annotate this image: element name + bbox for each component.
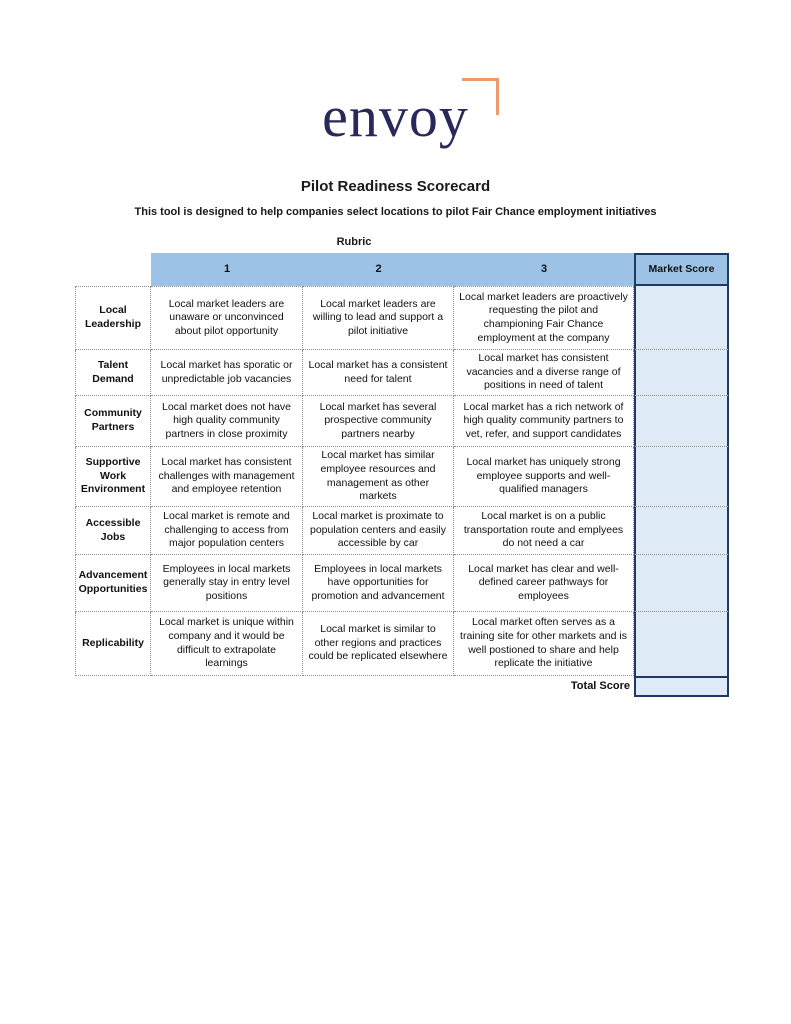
rubric-cell: Local market has clear and well-defined career pathways for employees <box>454 555 634 612</box>
rubric-cell: Local market is on a public transportation route and emplyees do not need a car <box>454 507 634 555</box>
rubric-cell: Local market has several prospective community partners nearby <box>303 396 454 447</box>
market-score-cell[interactable] <box>634 612 729 676</box>
logo-corner-bracket-icon <box>462 78 499 115</box>
market-score-cell[interactable] <box>634 555 729 612</box>
rubric-cell: Local market has sporatic or unpredictable job vacancies <box>151 350 303 396</box>
rubric-cell: Local market has similar employee resources and management as other markets <box>303 447 454 507</box>
rubric-cell: Local market often serves as a training site for other markets and is well postioned to share and help replicate the initiative <box>454 612 634 676</box>
rubric-cell: Local market does not have high quality community partners in close proximity <box>151 396 303 447</box>
market-score-cell[interactable] <box>634 507 729 555</box>
rubric-cell: Local market is similar to other regions and practices could be replicated elsewhere <box>303 612 454 676</box>
rubric-cell: Employees in local markets generally stay in entry level positions <box>151 555 303 612</box>
criteria-community-partners: Community Partners <box>75 396 151 447</box>
rubric-cell: Local market is remote and challenging to access from major population centers <box>151 507 303 555</box>
criteria-advancement-opportunities: Advancement Opportunities <box>75 555 151 612</box>
page-title: Pilot Readiness Scorecard <box>300 178 491 195</box>
rubric-cell: Local market leaders are willing to lead and support a pilot initiative <box>303 286 454 350</box>
column-header-2: 2 <box>303 253 454 286</box>
market-score-header: Market Score <box>634 253 729 286</box>
rubric-cell: Local market leaders are unaware or unconvinced about pilot opportunity <box>151 286 303 350</box>
rubric-cell: Local market has consistent vacancies and a diverse range of positions in need of talent <box>454 350 634 396</box>
envoy-logo-inner <box>322 84 469 149</box>
scorecard-table <box>75 253 729 697</box>
rubric-cell: Local market leaders are proactively requesting the pilot and championing Fair Chance employment at the company <box>454 286 634 350</box>
market-score-cell[interactable] <box>634 396 729 447</box>
rubric-label: Rubric <box>336 236 372 248</box>
rubric-cell: Local market is proximate to population centers and easily accessible by car <box>303 507 454 555</box>
rubric-cell: Local market has a rich network of high quality community partners to vet, refer, and support candidates <box>454 396 634 447</box>
criteria-replicability: Replicability <box>75 612 151 676</box>
rubric-cell: Local market has a consistent need for talent <box>303 350 454 396</box>
total-score-label: Total Score <box>570 680 630 693</box>
criteria-local-leadership: Local Leadership <box>75 286 151 350</box>
column-header-1: 1 <box>151 253 303 286</box>
total-score-cell[interactable] <box>634 676 729 697</box>
column-header-3: 3 <box>454 253 634 286</box>
page-subtitle: This tool is designed to help companies select locations to pilot Fair Chance employment initiatives <box>134 206 657 218</box>
criteria-talent-demand: Talent Demand <box>75 350 151 396</box>
rubric-cell: Local market has consistent challenges with management and employee retention <box>151 447 303 507</box>
market-score-cell[interactable] <box>634 447 729 507</box>
envoy-logo-text: envoy <box>322 84 469 149</box>
rubric-cell: Local market has uniquely strong employee supports and well-qualified managers <box>454 447 634 507</box>
table-corner-cell <box>75 253 151 286</box>
criteria-supportive-work-environment: Supportive Work Environment <box>75 447 151 507</box>
criteria-accessible-jobs: Accessible Jobs <box>75 507 151 555</box>
market-score-cell[interactable] <box>634 286 729 350</box>
rubric-cell: Local market is unique within company and it would be difficult to extrapolate learnings <box>151 612 303 676</box>
envoy-logo <box>0 84 791 168</box>
market-score-cell[interactable] <box>634 350 729 396</box>
rubric-cell: Employees in local markets have opportunities for promotion and advancement <box>303 555 454 612</box>
